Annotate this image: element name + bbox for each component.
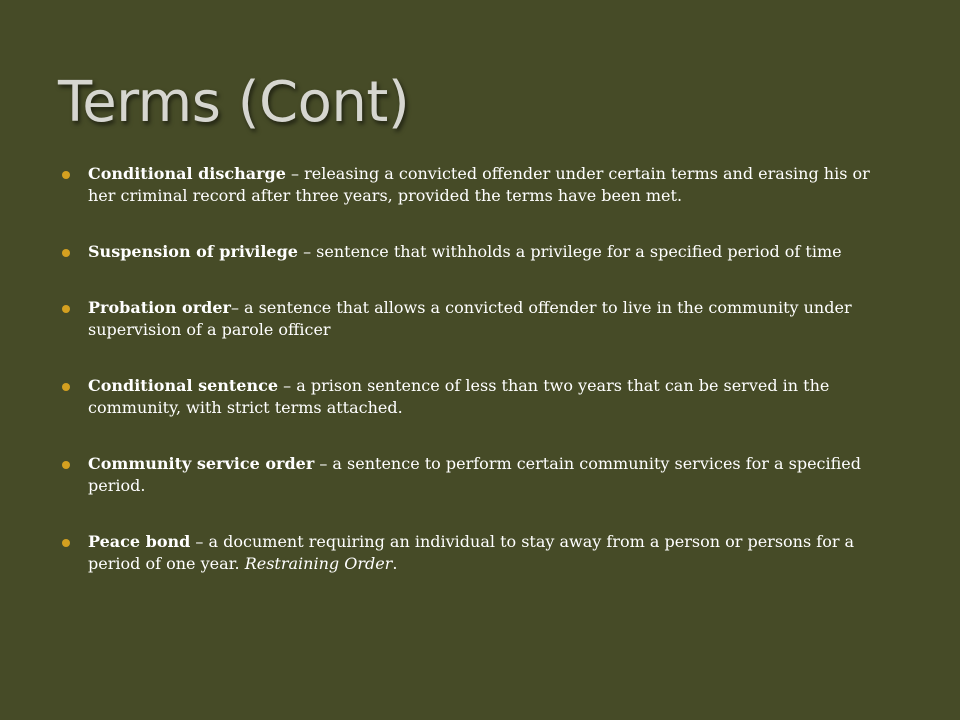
term-definition: – a prison sentence of less than two years that can be served in the community, with strict terms attached. (88, 376, 830, 417)
list-item (62, 163, 902, 207)
term-name: Probation order (88, 298, 231, 317)
term-emphasis: Restraining Order (244, 554, 393, 573)
term-definition-tail: . (392, 554, 398, 573)
bullet-icon (62, 383, 70, 391)
term-definition: – releasing a convicted offender under certain terms and erasing his or her criminal record after three years, provided the terms have been met. (88, 164, 870, 205)
terms-list (62, 163, 902, 609)
term-definition: – a sentence that allows a convicted offender to live in the community under supervision of a parole officer (88, 298, 852, 339)
bullet-icon (62, 305, 70, 313)
bullet-icon (62, 461, 70, 469)
bullet-icon (62, 539, 70, 547)
slide-title: Terms (Cont) (58, 70, 410, 135)
list-item (62, 241, 902, 263)
term-name: Conditional sentence (88, 376, 279, 395)
term-definition: – sentence that withholds a privilege for a specified period of time (297, 242, 842, 261)
list-item (62, 375, 902, 419)
term-definition: – a sentence to perform certain community services for a specified period. (88, 454, 861, 495)
list-item (62, 453, 902, 497)
bullet-icon (62, 249, 70, 257)
term-name: Peace bond (88, 532, 191, 551)
term-name: Suspension of privilege (88, 242, 298, 261)
term-definition (88, 532, 854, 573)
list-item (62, 297, 902, 341)
bullet-icon (62, 171, 70, 179)
list-item (62, 531, 902, 575)
term-definition-text: – a document requiring an individual to stay away from a person or persons for a period of one year. (88, 532, 855, 573)
term-name: Community service order (88, 454, 315, 473)
term-name: Conditional discharge (88, 164, 286, 183)
